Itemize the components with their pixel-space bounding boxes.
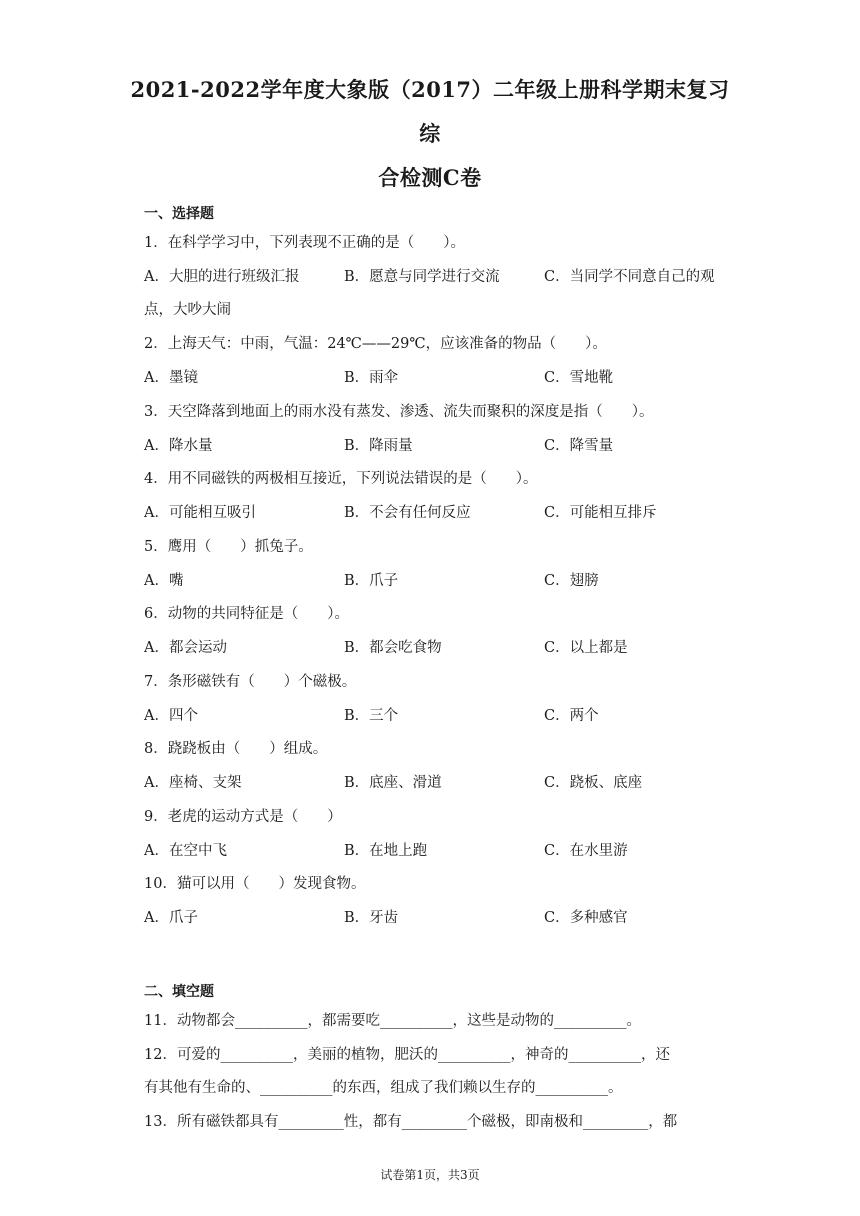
- question-6-option-c: C．以上都是: [544, 640, 628, 656]
- question-8-stem: 8．跷跷板由（ ）组成。: [144, 741, 328, 757]
- question-7-option-a: A．四个: [144, 708, 198, 724]
- question-3-stem: 3．天空降落到地面上的雨水没有蒸发、渗透、流失而聚积的深度是指（ ）。: [144, 404, 654, 420]
- question-2-option-a: A．墨镜: [144, 370, 198, 386]
- question-3-option-a: A．降水量: [144, 438, 213, 454]
- question-2-option-c: C．雪地靴: [544, 370, 614, 386]
- question-1-option-b: B．愿意与同学进行交流: [344, 269, 500, 285]
- question-5-stem: 5．鹰用（ ）抓兔子。: [144, 539, 313, 555]
- question-7-stem: 7．条形磁铁有（ ）个磁极。: [144, 674, 357, 690]
- question-5-option-a: A．嘴: [144, 573, 184, 589]
- question-10-option-c: C．多种感官: [544, 910, 628, 926]
- question-4-option-b: B．不会有任何反应: [344, 505, 471, 521]
- question-8-option-a: A．座椅、支架: [144, 775, 242, 791]
- question-1-option-c: C．当同学不同意自己的观: [544, 269, 715, 285]
- title-line-2: 合检测C卷: [378, 165, 482, 190]
- section-heading-choice: 一、选择题: [144, 206, 214, 222]
- question-9-stem: 9．老虎的运动方式是（ ）: [144, 809, 342, 825]
- question-6-stem: 6．动物的共同特征是（ ）。: [144, 606, 349, 622]
- question-6-option-b: B．都会吃食物: [344, 640, 442, 656]
- question-8-option-b: B．底座、滑道: [344, 775, 442, 791]
- fill-blank-line-1: 11．动物都会__________，都需要吃__________，这些是动物的__________。: [144, 1013, 641, 1029]
- question-5-option-b: B．爪子: [344, 573, 399, 589]
- question-10-stem: 10．猫可以用（ ）发现食物。: [144, 876, 366, 892]
- question-1-option-c-continued: 点，大吵大闹: [144, 302, 231, 318]
- page-footer: 试卷第1页，共3页: [380, 1168, 480, 1182]
- question-1-stem: 1．在科学学习中，下列表现不正确的是（ ）。: [144, 235, 465, 251]
- question-10-option-a: A．爪子: [144, 910, 198, 926]
- fill-blank-line-2: 12．可爱的__________，美丽的植物，肥沃的__________，神奇的__________，还: [144, 1047, 670, 1063]
- title-line-1: 2021-2022学年度大象版（2017）二年级上册科学期末复习综: [130, 77, 730, 146]
- section-heading-fill-blank: 二、填空题: [144, 984, 214, 1000]
- question-9-option-b: B．在地上跑: [344, 843, 428, 859]
- question-4-option-a: A．可能相互吸引: [144, 505, 256, 521]
- question-3-option-c: C．降雪量: [544, 438, 614, 454]
- fill-blank-line-4: 13．所有磁铁都具有_________性，都有_________个磁极，即南极和_________，都: [144, 1114, 678, 1130]
- page-title: [120, 68, 740, 200]
- question-7-option-b: B．三个: [344, 708, 399, 724]
- question-4-option-c: C．可能相互排斥: [544, 505, 657, 521]
- question-9-option-c: C．在水里游: [544, 843, 628, 859]
- question-7-option-c: C．两个: [544, 708, 599, 724]
- question-4-stem: 4．用不同磁铁的两极相互接近，下列说法错误的是（ ）。: [144, 471, 538, 487]
- question-10-option-b: B．牙齿: [344, 910, 399, 926]
- question-2-option-b: B．雨伞: [344, 370, 399, 386]
- fill-blank-line-3: 有其他有生命的、__________的东西，组成了我们赖以生存的__________。: [144, 1080, 623, 1096]
- question-9-option-a: A．在空中飞: [144, 843, 227, 859]
- question-2-stem: 2．上海天气：中雨，气温：24℃——29℃，应该准备的物品（ ）。: [144, 336, 607, 352]
- question-1-option-a: A．大胆的进行班级汇报: [144, 269, 300, 285]
- question-5-option-c: C．翅膀: [544, 573, 599, 589]
- question-8-option-c: C．跷板、底座: [544, 775, 643, 791]
- question-6-option-a: A．都会运动: [144, 640, 227, 656]
- question-3-option-b: B．降雨量: [344, 438, 413, 454]
